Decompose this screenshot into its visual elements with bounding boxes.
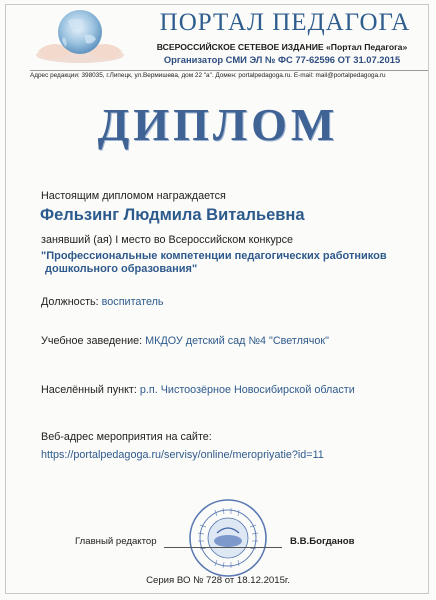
- institution-label: Учебное заведение:: [41, 335, 143, 347]
- series-number: Серия ВО № 728 от 18.12.2015г.: [146, 575, 290, 586]
- diploma-title: ДИПЛОМ: [97, 99, 339, 150]
- contest-line-1: "Профессиональные компетенции педагогических работников: [41, 250, 387, 262]
- place-text: занявший (ая) I место во Всероссийском конкурсе: [41, 234, 294, 246]
- header: [0, 0, 436, 82]
- publication-subtitle: ВСЕРОССИЙСКОЕ СЕТЕВОЕ ИЗДАНИЕ «Портал Педагога»: [156, 42, 408, 52]
- position-label: Должность:: [41, 296, 99, 308]
- position-value: воспитатель: [101, 296, 164, 308]
- recipient-name: Фельзинг Людмила Витальевна: [40, 206, 305, 224]
- editor-name: В.В.Богданов: [290, 536, 355, 547]
- position-row: [41, 296, 164, 308]
- web-label: Веб-адрес мероприятия на сайте:: [41, 431, 212, 443]
- globe-hands-logo-icon: [34, 7, 126, 63]
- institution-value: МКДОУ детский сад №4 "Светлячок": [145, 335, 329, 347]
- contest-name: [41, 250, 387, 276]
- contest-line-2: дошкольного образования": [45, 263, 198, 275]
- editor-label: Главный редактор: [75, 536, 157, 547]
- locality-value: р.п. Чистоозёрное Новосибирской области: [139, 384, 355, 396]
- locality-label: Населённый пункт:: [41, 384, 137, 396]
- institution-row: [41, 335, 329, 347]
- editorial-address: Адрес редакции: 398035, г.Липецк, ул.Вермишева, дом 22 "а". Домен: portalpedagoga.ru. E-mail: mail@portalpedagoga.ru: [30, 72, 386, 79]
- portal-title: ПОРТАЛ ПЕДАГОГА: [159, 9, 411, 36]
- signature-row: [0, 536, 436, 556]
- locality-row: [41, 384, 355, 396]
- registration-info: Организатор СМИ ЭЛ № ФС 77-62596 ОТ 31.07.2015: [163, 54, 401, 65]
- event-url-link[interactable]: https://portalpedagoga.ru/servisy/online/meropriyatie?id=11: [41, 449, 324, 461]
- signature-line: [164, 547, 282, 548]
- header-divider: [30, 70, 428, 71]
- awarded-text: Настоящим дипломом награждается: [41, 190, 226, 202]
